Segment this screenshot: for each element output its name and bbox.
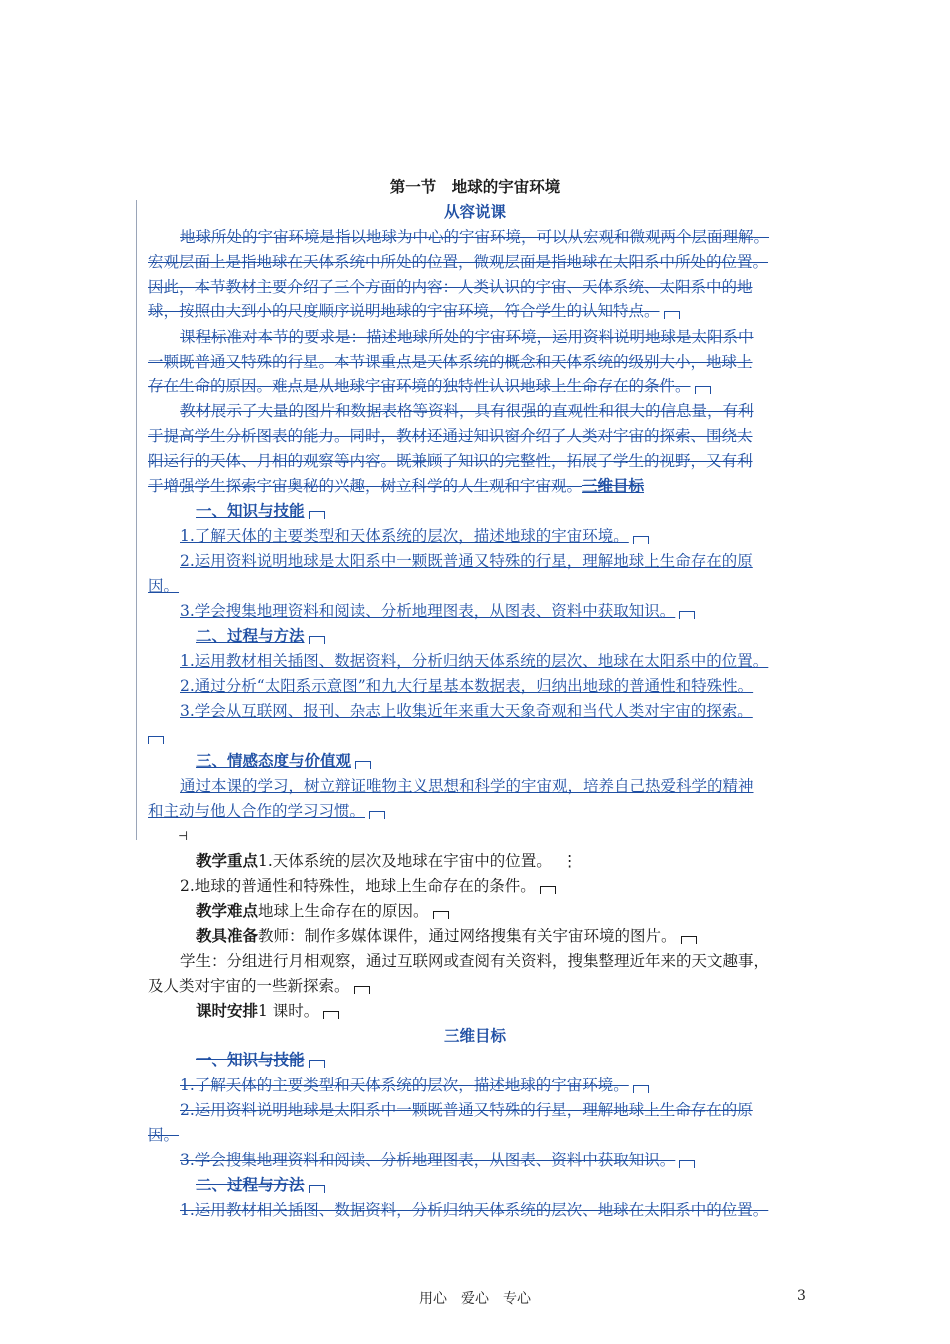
paragraph-mark-icon <box>309 1060 325 1068</box>
goal2-item: 2.运用资料说明地球是太阳系中一颗既普通又特殊的行星，理解地球上生命存在的原 <box>180 1101 753 1119</box>
teaching-hours: 课时安排1 课时。 <box>196 1000 339 1022</box>
goals-heading-knowledge: 一、知识与技能 <box>196 500 325 522</box>
paragraph-mark-icon <box>664 311 680 319</box>
goals-heading-process: 二、过程与方法 <box>196 625 325 647</box>
paragraph-mark-icon <box>633 536 649 544</box>
intro-p1-line: 球，按照由大到小的尺度顺序说明地球的宇宙环境，符合学生的认知特点。 <box>148 300 680 322</box>
goal-item: 2.通过分析“太阳系示意图”和九大行星基本数据表，归纳出地球的普通性和特殊性。 <box>180 677 754 695</box>
goal-item: 3.学会搜集地理资料和阅读、分析地理图表，从图表、资料中获取知识。 <box>180 600 695 622</box>
goal-item: 通过本课的学习，树立辩证唯物主义思想和科学的宇宙观，培养自己热爱科学的精神 <box>180 777 754 795</box>
goal-item: 因。 <box>148 577 180 595</box>
paragraph-mark-icon <box>679 1160 695 1168</box>
paragraph-mark-icon <box>433 911 449 919</box>
page-title: 第一节 地球的宇宙环境 <box>389 177 561 196</box>
paragraph-mark-line <box>148 725 164 747</box>
dots-icon: ⋮ <box>561 852 578 870</box>
paragraph-mark-icon <box>323 1011 339 1019</box>
goals2-title: 三维目标 <box>443 1026 506 1045</box>
small-mark: ⊣ <box>178 829 189 843</box>
paragraph-mark-icon <box>148 736 164 744</box>
teaching-student: 及人类对宇宙的一些新探索。 <box>148 975 370 997</box>
paragraph-mark-icon <box>309 511 325 519</box>
goal2-item: 1.了解天体的主要类型和天体系统的层次，描述地球的宇宙环境。 <box>180 1074 649 1096</box>
intro-p2-line: 一颗既普通又特殊的行星。本节课重点是天体系统的概念和天体系统的级别大小，地球上 <box>148 353 753 371</box>
page-number: 3 <box>797 1288 806 1304</box>
intro-p1-line: 地球所处的宇宙环境是指以地球为中心的宇宙环境，可以从宏观和微观两个层面理解。 <box>180 228 770 246</box>
goal2-item: 1.运用教材相关插图、数据资料，分析归纳天体系统的层次、地球在太阳系中的位置。 <box>180 1201 769 1219</box>
teaching-tools: 教具准备教师：制作多媒体课件，通过网络搜集有关宇宙环境的图片。 <box>196 925 697 947</box>
intro-p3-line: 于提高学生分析图表的能力。同时，教材还通过知识窗介绍了人类对宇宙的探索、围绕太 <box>148 427 753 445</box>
paragraph-mark-icon <box>309 1185 325 1193</box>
intro-p3-line: 于增强学生探索宇宙奥秘的兴趣，树立科学的人生观和宇宙观。三维目标 <box>148 476 645 495</box>
goal-item: 1.运用教材相关插图、数据资料，分析归纳天体系统的层次、地球在太阳系中的位置。 <box>180 652 769 670</box>
footer-slogan: 用心 爱心 专心 <box>419 1291 531 1307</box>
intro-p2-line: 课程标准对本节的要求是：描述地球所处的宇宙环境，运用资料说明地球是太阳系中 <box>180 328 754 346</box>
revision-bar <box>136 200 137 840</box>
paragraph-mark-icon <box>633 1085 649 1093</box>
goal-item: 2.运用资料说明地球是太阳系中一颗既普通又特殊的行星，理解地球上生命存在的原 <box>180 552 753 570</box>
goals-heading-attitude: 三、情感态度与价值观 <box>196 750 371 772</box>
teaching-focus: 教学重点1.天体系统的层次及地球在宇宙中的位置。 ⋮ <box>196 851 578 870</box>
intro-p3-line: 阳运行的天体、月相的观察等内容。既兼顾了知识的完整性，拓展了学生的视野，又有利 <box>148 452 753 470</box>
paragraph-mark-icon <box>540 886 556 894</box>
goals2-heading-process: 二、过程与方法 <box>196 1174 325 1196</box>
paragraph-mark-icon <box>355 761 371 769</box>
paragraph-mark-icon <box>681 936 697 944</box>
paragraph-mark-icon <box>679 611 695 619</box>
intro-p1-line: 宏观层面上是指地球在天体系统中所处的位置，微观层面是指地球在太阳系中所处的位置。 <box>148 253 769 271</box>
teaching-difficulty: 教学难点地球上生命存在的原因。 <box>196 900 449 922</box>
goal2-item: 因。 <box>148 1126 180 1144</box>
goals2-heading-knowledge: 一、知识与技能 <box>196 1049 325 1071</box>
paragraph-mark-icon <box>695 386 711 394</box>
goal2-item: 3.学会搜集地理资料和阅读、分析地理图表，从图表、资料中获取知识。 <box>180 1149 695 1171</box>
inserted-heading: 三维目标 <box>582 476 645 495</box>
paragraph-mark-icon <box>354 986 370 994</box>
goal-item: 和主动与他人合作的学习习惯。 <box>148 800 385 822</box>
paragraph-mark-icon <box>309 636 325 644</box>
teaching-student: 学生：分组进行月相观察，通过互联网或查阅有关资料，搜集整理近年来的天文趣事， <box>180 952 770 970</box>
intro-p3-line: 教材展示了大量的图片和数据表格等资料，具有很强的直观性和很大的信息量，有利 <box>180 402 754 420</box>
goal-item: 3.学会从互联网、报刊、杂志上收集近年来重大天象奇观和当代人类对宇宙的探索。 <box>180 702 753 720</box>
intro-p2-line: 存在生命的原因。难点是从地球宇宙环境的独特性认识地球上生命存在的条件。 <box>148 375 711 397</box>
goal-item: 1.了解天体的主要类型和天体系统的层次，描述地球的宇宙环境。 <box>180 525 649 547</box>
intro-p1-line: 因此，本节教材主要介绍了三个方面的内容：人类认识的宇宙、天体系统、太阳系中的地 <box>148 278 753 296</box>
section-subtitle: 从容说课 <box>443 202 506 221</box>
paragraph-mark-icon <box>369 811 385 819</box>
teaching-focus-2: 2.地球的普通性和特殊性，地球上生命存在的条件。 <box>180 875 556 897</box>
